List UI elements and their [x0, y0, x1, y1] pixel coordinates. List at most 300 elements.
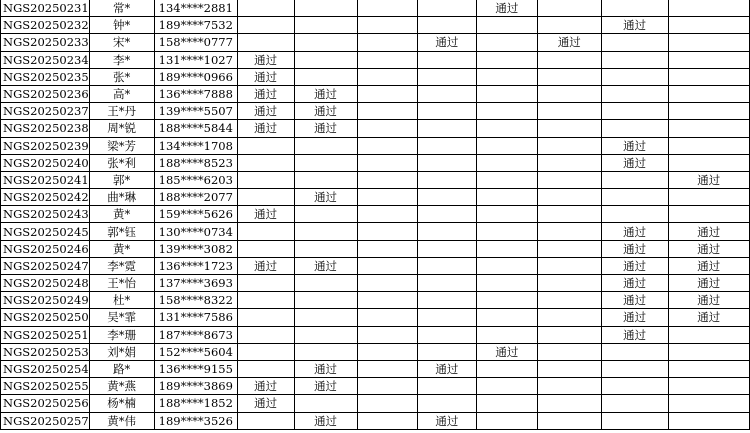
cell-name[interactable]: 郭*钰: [89, 223, 154, 240]
cell-empty[interactable]: [357, 85, 417, 102]
cell-empty[interactable]: [357, 275, 417, 292]
cell-id[interactable]: NGS20250242: [1, 189, 90, 206]
cell-phone[interactable]: 188****2077: [154, 189, 237, 206]
cell-result-pass[interactable]: 通过: [601, 292, 668, 309]
cell-id[interactable]: NGS20250236: [1, 85, 90, 102]
cell-empty[interactable]: [237, 137, 294, 154]
cell-empty[interactable]: [537, 137, 601, 154]
cell-id[interactable]: NGS20250247: [1, 257, 90, 274]
cell-empty[interactable]: [668, 360, 749, 377]
cell-phone[interactable]: 189****7532: [154, 17, 237, 34]
table-row: [1, 85, 750, 102]
cell-empty[interactable]: [237, 292, 294, 309]
cell-result-pass[interactable]: 通过: [601, 326, 668, 343]
cell-empty[interactable]: [668, 120, 749, 137]
cell-result-pass[interactable]: 通过: [237, 51, 294, 68]
cell-result-pass[interactable]: 通过: [601, 240, 668, 257]
cell-empty[interactable]: [237, 275, 294, 292]
cell-empty[interactable]: [417, 292, 476, 309]
table-row: [1, 378, 750, 395]
cell-phone[interactable]: 159****5626: [154, 206, 237, 223]
cell-phone[interactable]: 139****3082: [154, 240, 237, 257]
cell-empty[interactable]: [668, 51, 749, 68]
cell-result-pass[interactable]: 通过: [237, 120, 294, 137]
cell-empty[interactable]: [357, 0, 417, 17]
cell-phone[interactable]: 134****2881: [154, 0, 237, 17]
cell-result-pass[interactable]: 通过: [476, 343, 537, 360]
cell-phone[interactable]: 188****5844: [154, 120, 237, 137]
cell-empty[interactable]: [294, 240, 357, 257]
cell-id[interactable]: NGS20250249: [1, 292, 90, 309]
table-row: [1, 326, 750, 343]
cell-phone[interactable]: 188****1852: [154, 395, 237, 412]
cell-empty[interactable]: [476, 378, 537, 395]
table-row: [1, 17, 750, 34]
cell-empty[interactable]: [476, 223, 537, 240]
cell-empty[interactable]: [237, 412, 294, 429]
cell-result-pass[interactable]: 通过: [294, 120, 357, 137]
cell-id[interactable]: NGS20250245: [1, 223, 90, 240]
cell-id[interactable]: NGS20250256: [1, 395, 90, 412]
cell-empty[interactable]: [601, 189, 668, 206]
cell-phone[interactable]: 158****8322: [154, 292, 237, 309]
cell-empty[interactable]: [294, 68, 357, 85]
cell-name[interactable]: 吴*霏: [89, 309, 154, 326]
cell-empty[interactable]: [537, 189, 601, 206]
cell-phone[interactable]: 136****1723: [154, 257, 237, 274]
cell-id[interactable]: NGS20250240: [1, 154, 90, 171]
cell-empty[interactable]: [357, 240, 417, 257]
cell-empty[interactable]: [476, 34, 537, 51]
cell-empty[interactable]: [668, 85, 749, 102]
cell-empty[interactable]: [357, 292, 417, 309]
cell-id[interactable]: NGS20250250: [1, 309, 90, 326]
cell-empty[interactable]: [537, 103, 601, 120]
cell-result-pass[interactable]: 通过: [294, 189, 357, 206]
cell-empty[interactable]: [601, 206, 668, 223]
cell-empty[interactable]: [357, 206, 417, 223]
cell-result-pass[interactable]: 通过: [417, 412, 476, 429]
cell-empty[interactable]: [357, 51, 417, 68]
cell-empty[interactable]: [476, 292, 537, 309]
cell-empty[interactable]: [476, 154, 537, 171]
cell-empty[interactable]: [357, 17, 417, 34]
cell-empty[interactable]: [417, 120, 476, 137]
table-row: [1, 257, 750, 274]
cell-empty[interactable]: [476, 171, 537, 188]
cell-empty[interactable]: [294, 223, 357, 240]
cell-id[interactable]: NGS20250243: [1, 206, 90, 223]
cell-empty[interactable]: [668, 34, 749, 51]
cell-result-pass[interactable]: 通过: [668, 309, 749, 326]
cell-empty[interactable]: [476, 412, 537, 429]
cell-empty[interactable]: [237, 171, 294, 188]
cell-empty[interactable]: [668, 17, 749, 34]
cell-id[interactable]: NGS20250251: [1, 326, 90, 343]
cell-result-pass[interactable]: 通过: [601, 309, 668, 326]
cell-result-pass[interactable]: 通过: [668, 171, 749, 188]
cell-name[interactable]: 王*怡: [89, 275, 154, 292]
table-row: [1, 68, 750, 85]
cell-empty[interactable]: [237, 189, 294, 206]
cell-name[interactable]: 张*: [89, 68, 154, 85]
cell-empty[interactable]: [537, 154, 601, 171]
cell-id[interactable]: NGS20250253: [1, 343, 90, 360]
cell-empty[interactable]: [476, 51, 537, 68]
table-row: [1, 240, 750, 257]
cell-empty[interactable]: [668, 395, 749, 412]
cell-empty[interactable]: [294, 309, 357, 326]
cell-result-pass[interactable]: 通过: [294, 257, 357, 274]
cell-name[interactable]: 黄*: [89, 206, 154, 223]
cell-name[interactable]: 宋*: [89, 34, 154, 51]
table-row: [1, 103, 750, 120]
cell-empty[interactable]: [357, 171, 417, 188]
cell-id[interactable]: NGS20250241: [1, 171, 90, 188]
cell-empty[interactable]: [601, 68, 668, 85]
cell-name[interactable]: 李*珊: [89, 326, 154, 343]
cell-empty[interactable]: [357, 360, 417, 377]
cell-empty[interactable]: [357, 395, 417, 412]
cell-empty[interactable]: [476, 309, 537, 326]
table-row: [1, 412, 750, 429]
cell-result-pass[interactable]: 通过: [237, 103, 294, 120]
cell-id[interactable]: NGS20250233: [1, 34, 90, 51]
cell-result-pass[interactable]: 通过: [668, 257, 749, 274]
cell-empty[interactable]: [601, 0, 668, 17]
cell-name[interactable]: 杨*楠: [89, 395, 154, 412]
cell-empty[interactable]: [294, 343, 357, 360]
cell-empty[interactable]: [417, 395, 476, 412]
cell-result-pass[interactable]: 通过: [417, 34, 476, 51]
cell-empty[interactable]: [357, 189, 417, 206]
table-row: [1, 309, 750, 326]
table-row: [1, 223, 750, 240]
cell-empty[interactable]: [668, 326, 749, 343]
cell-name[interactable]: 黄*伟: [89, 412, 154, 429]
cell-phone[interactable]: 152****5604: [154, 343, 237, 360]
cell-empty[interactable]: [294, 395, 357, 412]
cell-empty[interactable]: [537, 412, 601, 429]
cell-empty[interactable]: [357, 120, 417, 137]
cell-empty[interactable]: [601, 360, 668, 377]
cell-empty[interactable]: [294, 34, 357, 51]
cell-id[interactable]: NGS20250235: [1, 68, 90, 85]
cell-empty[interactable]: [537, 257, 601, 274]
cell-empty[interactable]: [668, 378, 749, 395]
cell-empty[interactable]: [417, 189, 476, 206]
cell-empty[interactable]: [357, 378, 417, 395]
cell-empty[interactable]: [294, 326, 357, 343]
cell-empty[interactable]: [237, 360, 294, 377]
cell-empty[interactable]: [668, 154, 749, 171]
cell-id[interactable]: NGS20250234: [1, 51, 90, 68]
cell-empty[interactable]: [537, 17, 601, 34]
cell-empty[interactable]: [294, 292, 357, 309]
cell-result-pass[interactable]: 通过: [601, 275, 668, 292]
cell-empty[interactable]: [537, 326, 601, 343]
cell-result-pass[interactable]: 通过: [601, 137, 668, 154]
cell-empty[interactable]: [417, 17, 476, 34]
cell-phone[interactable]: 136****9155: [154, 360, 237, 377]
cell-name[interactable]: 王*丹: [89, 103, 154, 120]
cell-empty[interactable]: [537, 378, 601, 395]
cell-result-pass[interactable]: 通过: [237, 68, 294, 85]
cell-name[interactable]: 郭*: [89, 171, 154, 188]
cell-empty[interactable]: [294, 154, 357, 171]
cell-empty[interactable]: [537, 309, 601, 326]
cell-empty[interactable]: [601, 412, 668, 429]
cell-result-pass[interactable]: 通过: [601, 257, 668, 274]
cell-empty[interactable]: [476, 275, 537, 292]
cell-id[interactable]: NGS20250246: [1, 240, 90, 257]
cell-name[interactable]: 张*利: [89, 154, 154, 171]
cell-empty[interactable]: [417, 154, 476, 171]
cell-phone[interactable]: 189****3869: [154, 378, 237, 395]
cell-empty[interactable]: [237, 223, 294, 240]
cell-result-pass[interactable]: 通过: [294, 412, 357, 429]
cell-phone[interactable]: 189****0966: [154, 68, 237, 85]
cell-empty[interactable]: [476, 326, 537, 343]
cell-empty[interactable]: [537, 223, 601, 240]
cell-id[interactable]: NGS20250232: [1, 17, 90, 34]
cell-empty[interactable]: [537, 395, 601, 412]
cell-phone[interactable]: 136****7888: [154, 85, 237, 102]
table-row: [1, 189, 750, 206]
cell-result-pass[interactable]: 通过: [294, 360, 357, 377]
cell-empty[interactable]: [417, 0, 476, 17]
cell-result-pass[interactable]: 通过: [476, 0, 537, 17]
cell-empty[interactable]: [601, 171, 668, 188]
cell-empty[interactable]: [357, 257, 417, 274]
cell-result-pass[interactable]: 通过: [601, 223, 668, 240]
cell-empty[interactable]: [237, 309, 294, 326]
cell-phone[interactable]: 131****7586: [154, 309, 237, 326]
table-row: [1, 395, 750, 412]
cell-empty[interactable]: [476, 17, 537, 34]
table-row: [1, 120, 750, 137]
cell-empty[interactable]: [237, 343, 294, 360]
cell-empty[interactable]: [417, 378, 476, 395]
cell-empty[interactable]: [237, 17, 294, 34]
cell-empty[interactable]: [417, 137, 476, 154]
cell-empty[interactable]: [601, 85, 668, 102]
cell-empty[interactable]: [537, 171, 601, 188]
table-row: [1, 154, 750, 171]
cell-empty[interactable]: [537, 275, 601, 292]
cell-phone[interactable]: 187****8673: [154, 326, 237, 343]
cell-empty[interactable]: [294, 137, 357, 154]
cell-empty[interactable]: [237, 34, 294, 51]
cell-name[interactable]: 高*: [89, 85, 154, 102]
cell-empty[interactable]: [357, 343, 417, 360]
cell-phone[interactable]: 158****0777: [154, 34, 237, 51]
cell-phone[interactable]: 131****1027: [154, 51, 237, 68]
cell-empty[interactable]: [417, 68, 476, 85]
cell-empty[interactable]: [417, 240, 476, 257]
cell-empty[interactable]: [357, 137, 417, 154]
cell-empty[interactable]: [537, 51, 601, 68]
cell-empty[interactable]: [537, 85, 601, 102]
cell-result-pass[interactable]: 通过: [294, 378, 357, 395]
cell-phone[interactable]: 189****3526: [154, 412, 237, 429]
cell-name[interactable]: 曲*琳: [89, 189, 154, 206]
cell-empty[interactable]: [668, 0, 749, 17]
cell-empty[interactable]: [294, 0, 357, 17]
cell-empty[interactable]: [537, 68, 601, 85]
cell-empty[interactable]: [417, 103, 476, 120]
cell-phone[interactable]: 130****0734: [154, 223, 237, 240]
cell-result-pass[interactable]: 通过: [668, 292, 749, 309]
cell-empty[interactable]: [476, 137, 537, 154]
cell-result-pass[interactable]: 通过: [601, 154, 668, 171]
cell-result-pass[interactable]: 通过: [294, 85, 357, 102]
table-row: [1, 137, 750, 154]
cell-result-pass[interactable]: 通过: [537, 34, 601, 51]
cell-empty[interactable]: [537, 206, 601, 223]
cell-empty[interactable]: [601, 120, 668, 137]
cell-name[interactable]: 刘*娟: [89, 343, 154, 360]
cell-empty[interactable]: [417, 309, 476, 326]
cell-phone[interactable]: 134****1708: [154, 137, 237, 154]
cell-id[interactable]: NGS20250254: [1, 360, 90, 377]
cell-empty[interactable]: [668, 412, 749, 429]
cell-empty[interactable]: [537, 120, 601, 137]
cell-empty[interactable]: [601, 343, 668, 360]
cell-empty[interactable]: [237, 326, 294, 343]
table-row: [1, 292, 750, 309]
cell-empty[interactable]: [601, 378, 668, 395]
cell-empty[interactable]: [417, 51, 476, 68]
cell-name[interactable]: 常*: [89, 0, 154, 17]
cell-empty[interactable]: [294, 171, 357, 188]
cell-id[interactable]: NGS20250248: [1, 275, 90, 292]
cell-id[interactable]: NGS20250231: [1, 0, 90, 17]
cell-empty[interactable]: [537, 360, 601, 377]
cell-empty[interactable]: [417, 275, 476, 292]
cell-empty[interactable]: [417, 206, 476, 223]
cell-empty[interactable]: [357, 223, 417, 240]
cell-empty[interactable]: [476, 120, 537, 137]
cell-empty[interactable]: [668, 68, 749, 85]
cell-empty[interactable]: [357, 68, 417, 85]
cell-empty[interactable]: [537, 0, 601, 17]
cell-result-pass[interactable]: 通过: [237, 378, 294, 395]
table-row: [1, 275, 750, 292]
cell-name[interactable]: 梁*芳: [89, 137, 154, 154]
cell-empty[interactable]: [601, 395, 668, 412]
cell-empty[interactable]: [476, 68, 537, 85]
cell-result-pass[interactable]: 通过: [237, 395, 294, 412]
cell-empty[interactable]: [668, 189, 749, 206]
table-row: [1, 360, 750, 377]
cell-empty[interactable]: [417, 223, 476, 240]
cell-empty[interactable]: [417, 343, 476, 360]
cell-empty[interactable]: [357, 34, 417, 51]
cell-id[interactable]: NGS20250237: [1, 103, 90, 120]
cell-phone[interactable]: 185****6203: [154, 171, 237, 188]
cell-empty[interactable]: [476, 257, 537, 274]
cell-empty[interactable]: [237, 154, 294, 171]
cell-empty[interactable]: [237, 0, 294, 17]
cell-name[interactable]: 路*: [89, 360, 154, 377]
cell-empty[interactable]: [476, 240, 537, 257]
cell-name[interactable]: 黄*燕: [89, 378, 154, 395]
cell-empty[interactable]: [357, 412, 417, 429]
table-row: [1, 206, 750, 223]
cell-phone[interactable]: 137****3693: [154, 275, 237, 292]
cell-empty[interactable]: [417, 171, 476, 188]
cell-id[interactable]: NGS20250239: [1, 137, 90, 154]
cell-empty[interactable]: [357, 309, 417, 326]
cell-result-pass[interactable]: 通过: [237, 257, 294, 274]
cell-id[interactable]: NGS20250255: [1, 378, 90, 395]
cell-result-pass[interactable]: 通过: [294, 103, 357, 120]
cell-empty[interactable]: [476, 395, 537, 412]
cell-name[interactable]: 李*霓: [89, 257, 154, 274]
cell-empty[interactable]: [476, 103, 537, 120]
cell-result-pass[interactable]: 通过: [601, 17, 668, 34]
cell-empty[interactable]: [294, 275, 357, 292]
cell-empty[interactable]: [537, 240, 601, 257]
cell-empty[interactable]: [357, 103, 417, 120]
cell-result-pass[interactable]: 通过: [237, 206, 294, 223]
cell-empty[interactable]: [417, 326, 476, 343]
cell-empty[interactable]: [668, 103, 749, 120]
table-row: [1, 171, 750, 188]
cell-name[interactable]: 李*: [89, 51, 154, 68]
cell-empty[interactable]: [601, 51, 668, 68]
cell-name[interactable]: 钟*: [89, 17, 154, 34]
cell-empty[interactable]: [601, 34, 668, 51]
cell-empty[interactable]: [668, 137, 749, 154]
cell-empty[interactable]: [537, 343, 601, 360]
table-row: [1, 0, 750, 17]
cell-empty[interactable]: [537, 292, 601, 309]
cell-name[interactable]: 周*锐: [89, 120, 154, 137]
cell-empty[interactable]: [294, 206, 357, 223]
cell-result-pass[interactable]: 通过: [237, 85, 294, 102]
cell-empty[interactable]: [357, 326, 417, 343]
cell-empty[interactable]: [601, 103, 668, 120]
cell-empty[interactable]: [237, 240, 294, 257]
cell-empty[interactable]: [357, 154, 417, 171]
cell-result-pass[interactable]: 通过: [668, 223, 749, 240]
cell-empty[interactable]: [668, 206, 749, 223]
cell-result-pass[interactable]: 通过: [417, 360, 476, 377]
cell-empty[interactable]: [417, 257, 476, 274]
cell-result-pass[interactable]: 通过: [668, 240, 749, 257]
cell-empty[interactable]: [476, 189, 537, 206]
table-body: [1, 0, 750, 429]
cell-empty[interactable]: [476, 206, 537, 223]
cell-empty[interactable]: [668, 343, 749, 360]
cell-empty[interactable]: [476, 360, 537, 377]
table-row: [1, 51, 750, 68]
cell-name[interactable]: 杜*: [89, 292, 154, 309]
cell-result-pass[interactable]: 通过: [668, 275, 749, 292]
cell-name[interactable]: 黄*: [89, 240, 154, 257]
table-row: [1, 343, 750, 360]
cell-empty[interactable]: [417, 85, 476, 102]
cell-id[interactable]: NGS20250257: [1, 412, 90, 429]
cell-phone[interactable]: 188****8523: [154, 154, 237, 171]
cell-phone[interactable]: 139****5507: [154, 103, 237, 120]
cell-empty[interactable]: [294, 17, 357, 34]
cell-empty[interactable]: [294, 51, 357, 68]
cell-empty[interactable]: [476, 85, 537, 102]
cell-id[interactable]: NGS20250238: [1, 120, 90, 137]
